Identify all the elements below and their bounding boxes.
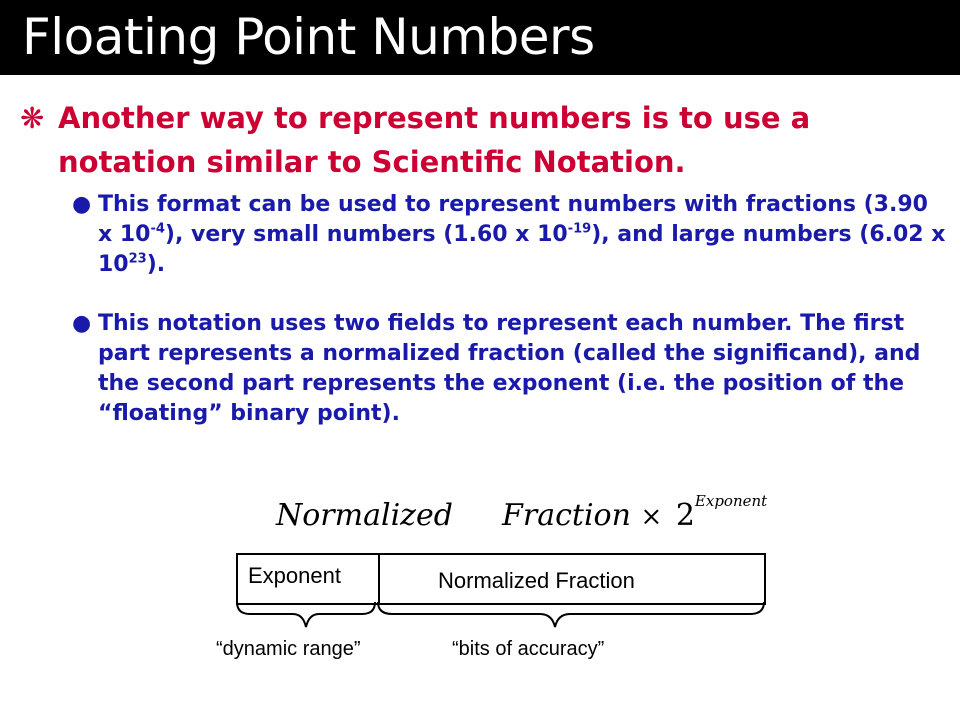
- bullet-dot-icon: ●: [72, 192, 92, 217]
- slide-title: Floating Point Numbers: [22, 8, 595, 66]
- formula: [276, 492, 768, 533]
- title-bar: [0, 0, 960, 75]
- formula-base: 2: [675, 498, 695, 533]
- formula-exponent: Exponent: [694, 492, 768, 510]
- fraction-field-label: Normalized Fraction: [438, 568, 635, 593]
- exponent-3: 23: [128, 251, 147, 267]
- formula-normalized: Normalized: [276, 498, 453, 533]
- sub-bullet-formats-text: This format can be used to represent numbers with fractions (3.90 x $10^{-4}$), very small numbers (1.60 x $10^{-19}$), and large numbers (6.02 x $10^{23}$).: [98, 192, 946, 277]
- fraction-brace: [378, 602, 764, 627]
- bits-of-accuracy-caption: “bits of accuracy”: [452, 638, 605, 660]
- bullet-star-icon: ❋: [20, 101, 45, 135]
- brace-graphic: [230, 600, 770, 630]
- exponent-brace: [237, 602, 375, 627]
- sub-bullet-fields-text: This notation uses two fields to represent each number. The first part represents a normalized fraction (called the significand), and the second part represents the exponent (i.e. the position of the “floating” binary point).: [98, 311, 921, 426]
- main-bullet-text: Another way to represent numbers is to use a notation similar to Scientific Notation.: [58, 101, 811, 179]
- dynamic-range-caption: “dynamic range”: [216, 638, 361, 660]
- formula-times: ×: [640, 502, 663, 532]
- exponent-2: -19: [567, 221, 592, 237]
- formula-fraction: Fraction: [502, 498, 631, 533]
- bullet-dot-icon: ●: [72, 311, 92, 336]
- exponent-1: -4: [150, 221, 165, 237]
- exponent-field-label: Exponent: [248, 563, 341, 588]
